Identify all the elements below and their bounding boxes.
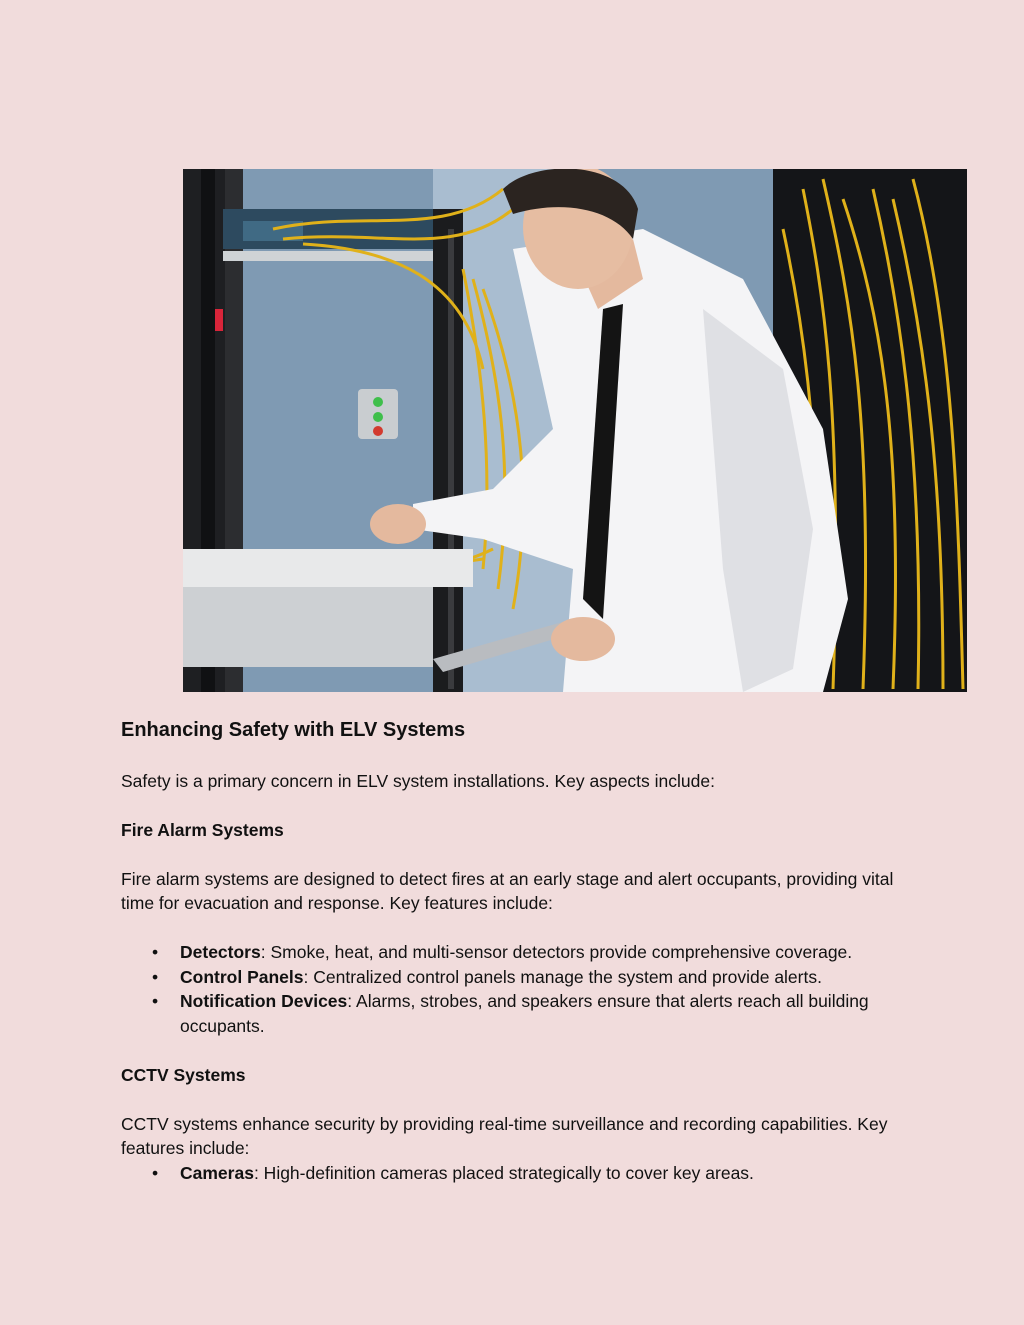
fire-alarm-paragraph: Fire alarm systems are designed to detect fires at an early stage and alert occupants, providing vital time for evacuation and response. Key features include: bbox=[121, 868, 894, 913]
list-item bbox=[121, 965, 911, 990]
feature-text: : Smoke, heat, and multi-sensor detectors provide comprehensive coverage. bbox=[260, 942, 853, 962]
feature-text: : High-definition cameras placed strategically to cover key areas. bbox=[253, 1162, 754, 1183]
feature-term: Control Panels bbox=[180, 966, 304, 987]
technician-illustration bbox=[183, 169, 967, 692]
bullet-icon: • bbox=[152, 1162, 159, 1183]
feature-text: : Centralized control panels manage the system and provide alerts. bbox=[303, 966, 822, 987]
feature-term: Detectors bbox=[180, 942, 261, 962]
list-item bbox=[121, 989, 911, 1038]
cctv-paragraph: CCTV systems enhance security by providing real-time surveillance and recording capabilities. Key features include: bbox=[121, 1113, 888, 1158]
feature-text: : Alarms, strobes, and speakers ensure that alerts reach all building occupants. bbox=[180, 991, 869, 1036]
bullet-icon: • bbox=[152, 991, 159, 1011]
bullet-icon: • bbox=[152, 966, 159, 987]
intro-paragraph: Safety is a primary concern in ELV system installations. Key aspects include: bbox=[121, 770, 715, 791]
feature-term: Cameras bbox=[180, 1162, 254, 1183]
section-title-fire-alarm: Fire Alarm Systems bbox=[121, 819, 284, 840]
bullet-icon: • bbox=[152, 942, 159, 962]
fire-alarm-features-list bbox=[121, 940, 911, 1038]
server-room-photo bbox=[183, 169, 967, 692]
list-item bbox=[121, 940, 911, 965]
article-body bbox=[121, 716, 911, 1185]
article-heading: Enhancing Safety with ELV Systems bbox=[121, 719, 466, 741]
feature-term: Notification Devices bbox=[180, 991, 348, 1011]
section-title-cctv: CCTV Systems bbox=[121, 1064, 246, 1085]
cctv-features-list bbox=[121, 1161, 911, 1186]
list-item bbox=[121, 1161, 911, 1186]
